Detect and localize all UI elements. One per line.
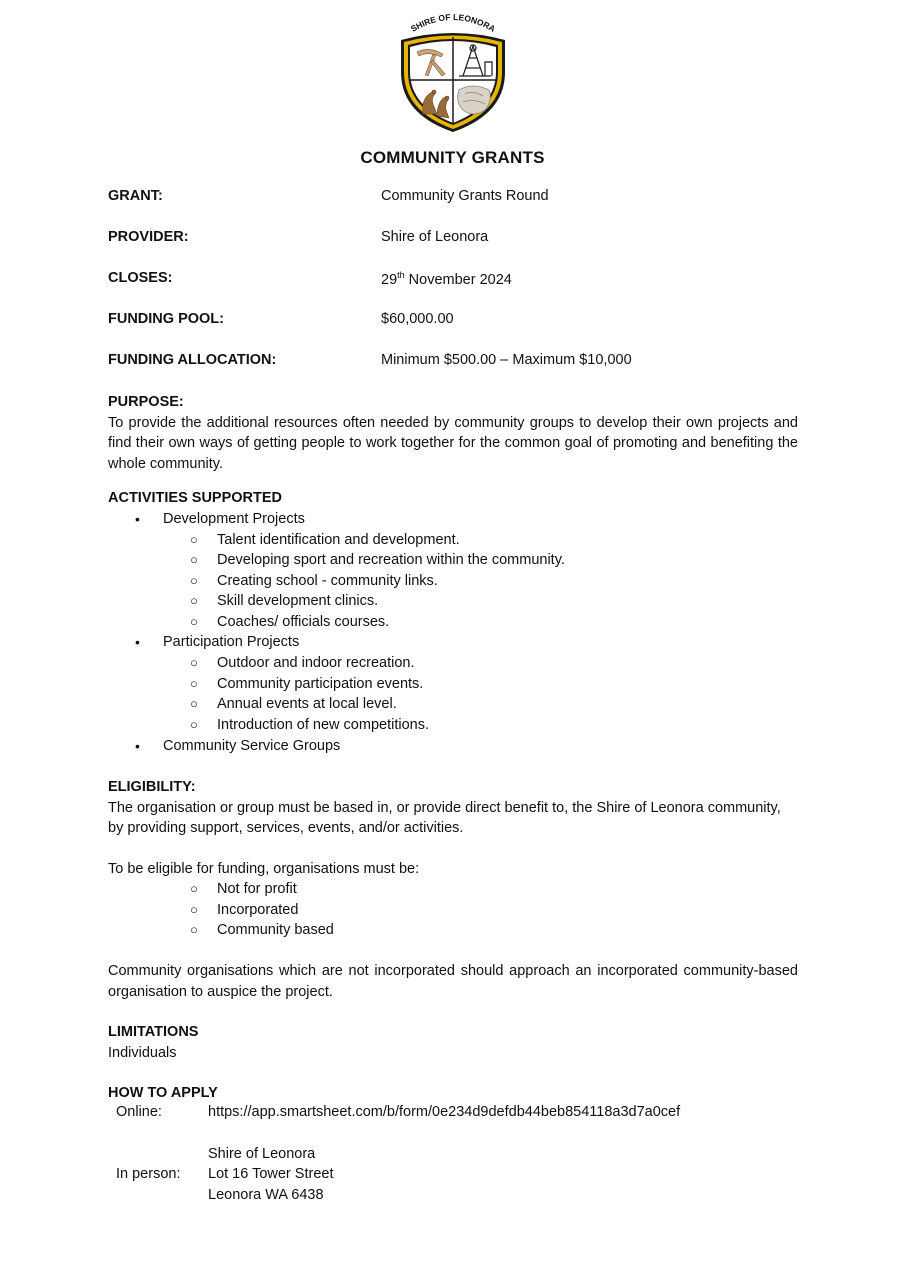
circle-bullet-icon: ○ (190, 881, 198, 896)
limitations-section (108, 1022, 798, 1063)
apply-heading (108, 1083, 798, 1104)
purpose-text: To provide the additional resources often needed by community groups to develop their own projects and find their own ways of getting people to work together for the common goal of promoting and benefiting the whole community. (108, 414, 798, 472)
sub-list-item-label: Coaches/ officials courses. (217, 614, 390, 630)
purpose-section (108, 392, 798, 474)
activities-heading-text: ACTIVITIES SUPPORTED (108, 490, 283, 506)
circle-bullet-icon: ○ (190, 532, 198, 547)
detail-label: FUNDING ALLOCATION: (108, 352, 277, 368)
list-item-label: Participation Projects (163, 634, 300, 650)
sub-list-item-label: Introduction of new competitions. (217, 717, 429, 733)
page-title: COMMUNITY GRANTS (360, 148, 545, 167)
detail-label: FUNDING POOL: (108, 311, 224, 327)
online-label: Online: (116, 1104, 162, 1120)
detail-label: GRANT: (108, 188, 163, 204)
sub-list-item-label: Community participation events. (217, 676, 424, 692)
detail-value: Shire of Leonora (381, 229, 489, 245)
detail-value (381, 270, 512, 288)
circle-bullet-icon: ○ (190, 902, 198, 917)
address-line-1: Shire of Leonora (208, 1146, 316, 1162)
closes-day-suffix: th (397, 270, 405, 280)
circle-bullet-icon: ○ (190, 676, 198, 691)
bullet-icon: • (135, 738, 140, 754)
limitations-text: Individuals (108, 1044, 177, 1061)
detail-value: Community Grants Round (381, 188, 549, 204)
circle-bullet-icon: ○ (190, 696, 198, 711)
eligibility-intro-text: To be eligible for funding, organisations must be: (108, 861, 420, 877)
activities-heading (108, 488, 798, 509)
address-line-2: Lot 16 Tower Street (208, 1166, 334, 1182)
sub-list-item-label: Talent identification and development. (217, 532, 460, 548)
circle-bullet-icon: ○ (190, 655, 198, 670)
address-line-3: Leonora WA 6438 (208, 1187, 324, 1203)
purpose-heading: PURPOSE: (108, 394, 184, 410)
circle-bullet-icon: ○ (190, 552, 198, 567)
circle-bullet-icon: ○ (190, 573, 198, 588)
bullet-icon: • (135, 634, 140, 650)
eligibility-heading: ELIGIBILITY: (108, 779, 196, 795)
sub-list-item-label: Annual events at local level. (217, 696, 397, 712)
detail-label: CLOSES: (108, 270, 173, 286)
closes-month-year: November 2024 (404, 271, 512, 288)
sub-list-item-label: Developing sport and recreation within the community. (217, 552, 565, 568)
detail-label: PROVIDER: (108, 229, 189, 245)
online-link[interactable]: https://app.smartsheet.com/b/form/0e234d9defdb44beb854118a3d7a0cef (208, 1104, 681, 1120)
crest-arc-text: SHIRE OF LEONORA (408, 11, 498, 34)
list-item-label: Community Service Groups (163, 738, 341, 754)
inperson-label: In person: (116, 1166, 181, 1182)
detail-value: Minimum $500.00 – Maximum $10,000 (381, 352, 632, 368)
apply-heading-text: HOW TO APPLY (108, 1085, 218, 1101)
limitations-heading: LIMITATIONS (108, 1024, 199, 1040)
circle-bullet-icon: ○ (190, 593, 198, 608)
sub-list-item-label: Skill development clinics. (217, 593, 379, 609)
eligibility-item-label: Community based (217, 922, 334, 938)
detail-value: $60,000.00 (381, 311, 454, 327)
shire-crest-logo (393, 10, 513, 134)
eligibility-intro (108, 859, 798, 880)
closes-day: 29 (381, 271, 398, 288)
circle-bullet-icon: ○ (190, 922, 198, 937)
list-item-label: Development Projects (163, 511, 305, 527)
eligibility-text: The organisation or group must be based in, or provide direct benefit to, the Shire of Leonora community, by providing support, services, events, and/or activities. (108, 799, 781, 836)
eligibility-item-label: Not for profit (217, 881, 297, 897)
eligibility-item-label: Incorporated (217, 902, 299, 918)
sub-list-item-label: Creating school - community links. (217, 573, 438, 589)
sub-list-item-label: Outdoor and indoor recreation. (217, 655, 415, 671)
eligibility-section (108, 777, 798, 839)
circle-bullet-icon: ○ (190, 614, 198, 629)
circle-bullet-icon: ○ (190, 717, 198, 732)
bullet-icon: • (135, 511, 140, 527)
eligibility-auspice-text: Community organisations which are not incorporated should approach an incorporated community-based organisation to auspice the project. (108, 963, 798, 1000)
